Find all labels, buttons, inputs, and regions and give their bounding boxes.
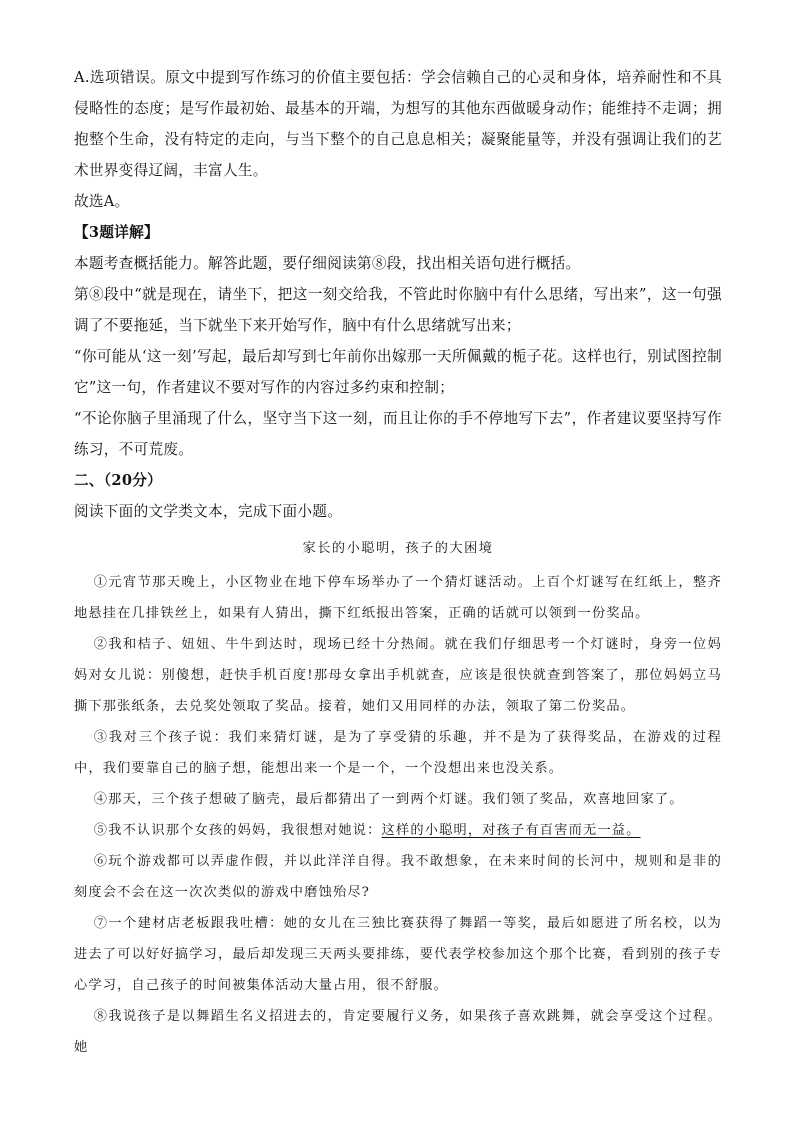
- section-heading: 二、（20分）: [74, 472, 163, 489]
- story-paragraph-3: ③我对三个孩子说：我们来猜灯谜，是为了享受猜的乐趣，并不是为了获得奖品，在游戏的过程中，我们要靠自己的脑子想，能想出来一个是一个，一个没想出来也没关系。: [74, 730, 722, 776]
- story-paragraph-6: ⑥玩个游戏都可以弄虚作假，并以此洋洋自得。我不敢想象，在未来时间的长河中，规则和是非的刻度会不会在这一次次类似的游戏中磨蚀殆尽?: [74, 854, 722, 900]
- answer-analysis: [74, 62, 722, 527]
- story-paragraph-7: ⑦一个建材店老板跟我吐槽：她的女儿在三独比赛获得了舞蹈一等奖，最后如愿进了所名校，以为进去了可以好好搞学习，最后却发现三天两头要排练，要代表学校参加这个那个比赛，看到别的孩子专心学习，自己孩子的时间被集体活动大量占用，很不舒服。: [74, 916, 722, 993]
- story-paragraph-5: [74, 815, 722, 846]
- reading-text: [74, 533, 722, 1063]
- story-paragraph-4: ④那天，三个孩子想破了脑壳，最后都猜出了一到两个灯谜。我们领了奖品，欢喜地回家了。: [93, 792, 684, 807]
- story-paragraph-5-lead: ⑤我不认识那个女孩的妈妈，我很想对她说：: [93, 823, 382, 838]
- story-paragraph-1: ①元宵节那天晚上，小区物业在地下停车场举办了一个猜灯谜活动。上百个灯谜写在红纸上，整齐地悬挂在几排铁丝上，如果有人猜出，撕下红纸报出答案，正确的话就可以领到一份奖品。: [74, 575, 722, 621]
- story-title: 家长的小聪明，孩子的大困境: [302, 541, 494, 556]
- underlined-sentence: 这样的小聪明，对孩子有百害而无一益。: [381, 823, 641, 838]
- answer-choice: 故选A。: [74, 193, 130, 210]
- question-3-intro: 本题考查概括能力。解答此题，要仔细阅读第⑧段，找出相关语句进行概括。: [74, 255, 581, 272]
- option-a-analysis: A.选项错误。原文中提到写作练习的价值主要包括：学会信赖自己的心灵和身体，培养耐性和不具侵略性的态度；是写作最初始、最基本的开端，为想写的其他东西做暖身动作；能维持不走调；拥抱整个生命，没有特定的走向，与当下整个的自己息息相关；凝聚能量等，并没有强调让我们的艺术世界变得辽阔，丰富人生。: [74, 69, 722, 179]
- question-3-point-1: 第⑧段中“就是现在，请坐下，把这一刻交给我，不管此时你脑中有什么思绪，写出来”，这一句强调了不要拖延，当下就坐下来开始写作，脑中有什么思绪就写出来；: [74, 286, 722, 334]
- question-3-heading: 【3题详解】: [74, 224, 159, 241]
- section-instruction: 阅读下面的文学类文本，完成下面小题。: [74, 503, 343, 520]
- question-3-point-2: “你可能从‘这一刻’写起，最后却写到七年前你出嫁那一天所佩戴的栀子花。这样也行，别试图控制它”这一句，作者建议不要对写作的内容过多约束和控制；: [74, 348, 722, 396]
- question-3-point-3: “不论你脑子里涌现了什么，坚守当下这一刻，而且让你的手不停地写下去”，作者建议要坚持写作练习，不可荒废。: [74, 410, 722, 458]
- story-paragraph-2: ②我和桔子、妞妞、牛牛到达时，现场已经十分热闹。就在我们仔细思考一个灯谜时，身旁一位妈妈对女儿说：别傻想，赶快手机百度!那母女拿出手机就查，应该是很快就查到答案了，那位妈妈立马撕下那张纸条，去兑奖处领取了奖品。接着，她们又用同样的办法，领取了第二份奖品。: [74, 637, 722, 714]
- story-paragraph-8: ⑧我说孩子是以舞蹈生名义招进去的，肯定要履行义务，如果孩子喜欢跳舞，就会享受这个过程。她: [74, 1009, 722, 1055]
